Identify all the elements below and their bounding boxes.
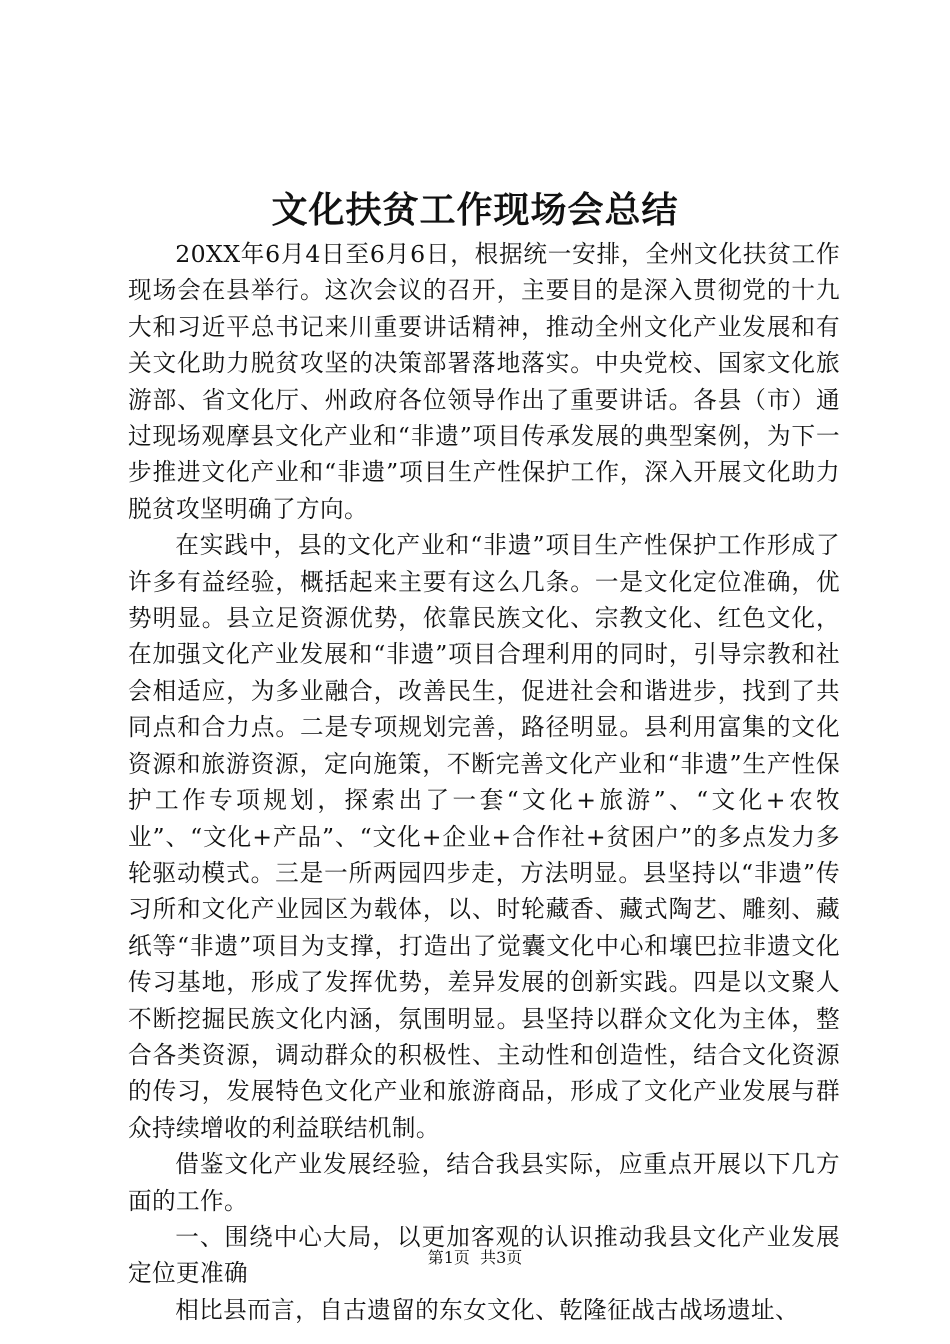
document-title: 文化扶贫工作现场会总结: [271, 189, 679, 231]
paragraph-section-heading: 一、围绕中心大局，以更加客观的认识推动我县文化产业发展定位更准确: [128, 1222, 840, 1288]
paragraph-comparison: 相比县而言，自古遗留的东女文化、乾隆征战古战场遗址、: [175, 1295, 800, 1324]
paragraph-lessons: 借鉴文化产业发展经验，结合我县实际，应重点开展以下几方面的工作。: [128, 1150, 840, 1215]
paragraph-experience: 在实践中，县的文化产业和“非遗”项目生产性保护工作形成了许多有益经验，概括起来主要有这么几条。一是文化定位准确，优势明显。县立足资源优势，依靠民族文化、宗教文化、红色文化，在加强文化产业发展和“非遗”项目合理利用的同时，引导宗教和社会相适应，为多业融合，改善民生，促进社会和谐进步，找到了共同点和合力点。二是专项规划完善，路径明显。县利用富集的文化资源和旅游资源，定向施策，不断完善文化产业和“非遗”生产性保护工作专项规划，探索出了一套“文化+旅游”、“文化+农牧业”、“文化+产品”、“文化+企业+合作社+贫困户”的多点发力多轮驱动模式。三是一所两园四步走，方法明显。县坚持以“非遗”传习所和文化产业园区为载体，以、时轮藏香、藏式陶艺、雕刻、藏纸等“非遗”项目为支撑，打造出了觉囊文化中心和壤巴拉非遗文化传习基地，形成了发挥优势，差异发展的创新实践。四是以文聚人不断挖掘民族文化内涵，氛围明显。县坚持以群众文化为主体，整合各类资源，调动群众的积极性、主动性和创造性，结合文化资源的传习，发展特色文化产业和旅游商品，形成了文化产业发展与群众持续增收的利益联结机制。: [128, 531, 840, 1142]
paragraph-intro: 20XX年6月4日至6月6日，根据统一安排，全州文化扶贫工作现场会在县举行。这次会议的召开，主要目的是深入贯彻党的十九大和习近平总书记来川重要讲话精神，推动全州文化产业发展和有关文化助力脱贫攻坚的决策部署落地落实。中央党校、国家文化旅游部、省文化厅、州政府各位领导作出了重要讲话。各县（市）通过现场观摩县文化产业和“非遗”项目传承发展的典型案例，为下一步推进文化产业和“非遗”项目生产性保护工作，深入开展文化助力脱贫攻坚明确了方向。: [128, 240, 840, 523]
page-total: 共3页: [480, 1248, 523, 1267]
document-body: [128, 236, 840, 1328]
page-footer: [0, 1247, 950, 1269]
page-number: 第1页: [427, 1248, 470, 1267]
